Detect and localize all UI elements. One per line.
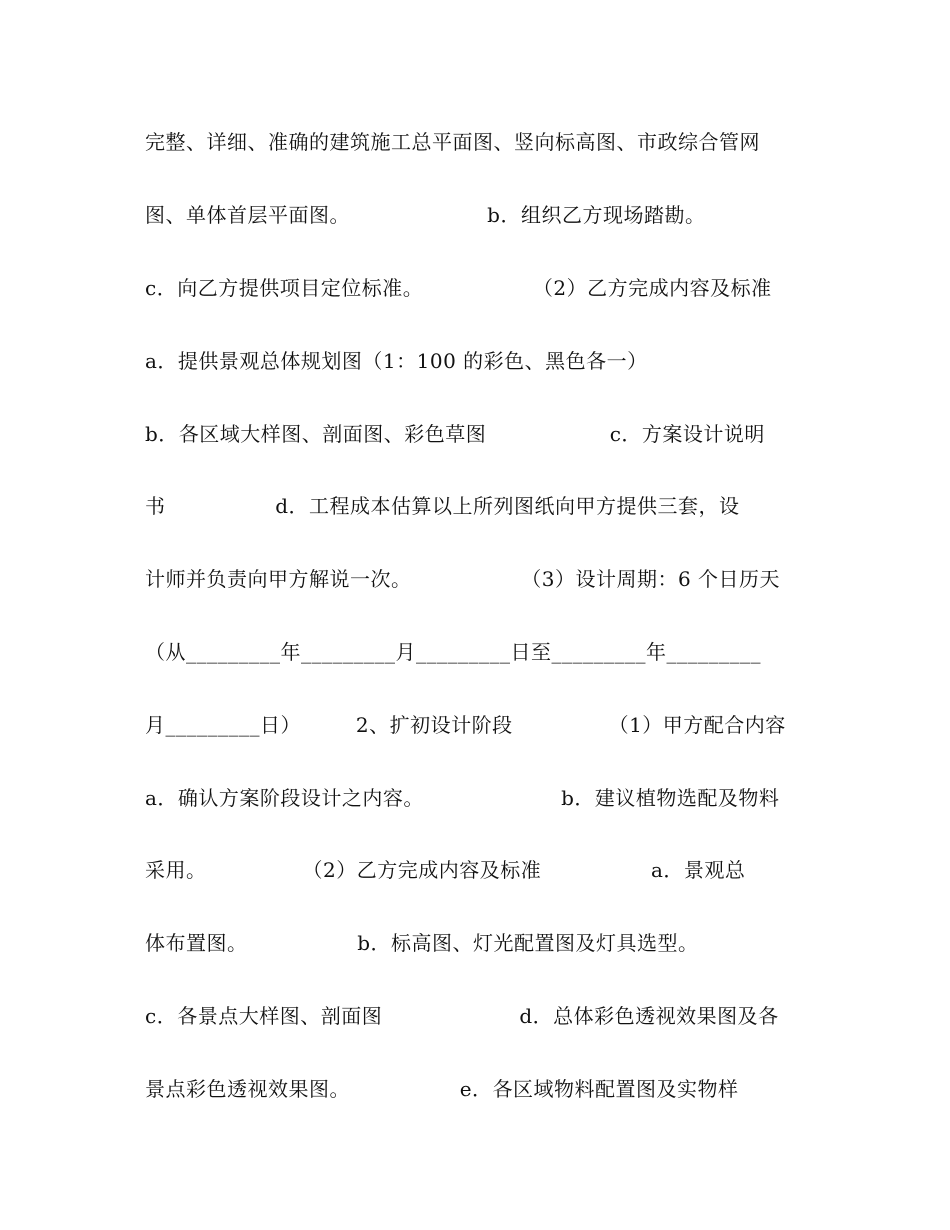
text-line-14: 景点彩色透视效果图。 e．各区域物料配置图及实物样	[145, 1077, 739, 1101]
text-line-10: a．确认方案阶段设计之内容。 b．建议植物选配及物料	[145, 786, 780, 810]
text-line-8: （从_________年_________月_________日至_________年_________	[145, 640, 761, 664]
text-line-6: 书 d．工程成本估算以上所列图纸向甲方提供三套，设	[145, 494, 740, 518]
text-line-7: 计师并负责向甲方解说一次。 （3）设计周期：6 个日历天	[145, 567, 781, 591]
text-line-12: 体布置图。 b．标高图、灯光配置图及灯具选型。	[145, 931, 699, 955]
text-line-1: 完整、详细、准确的建筑施工总平面图、竖向标高图、市政综合管网	[145, 130, 760, 154]
text-line-11: 采用。 （2）乙方完成内容及标准 a．景观总	[145, 858, 746, 882]
text-line-9: 月_________日） 2、扩初设计阶段 （1）甲方配合内容	[145, 713, 786, 737]
text-line-5: b．各区域大样图、剖面图、彩色草图 c．方案设计说明	[145, 422, 765, 446]
text-line-4: a．提供景观总体规划图（1：100 的彩色、黑色各一）	[145, 349, 648, 373]
text-line-2: 图、单体首层平面图。 b．组织乙方现场踏勘。	[145, 203, 706, 227]
text-line-3: c．向乙方提供项目定位标准。 （2）乙方完成内容及标准	[145, 276, 772, 300]
text-line-13: c．各景点大样图、剖面图 d．总体彩色透视效果图及各	[145, 1004, 779, 1028]
